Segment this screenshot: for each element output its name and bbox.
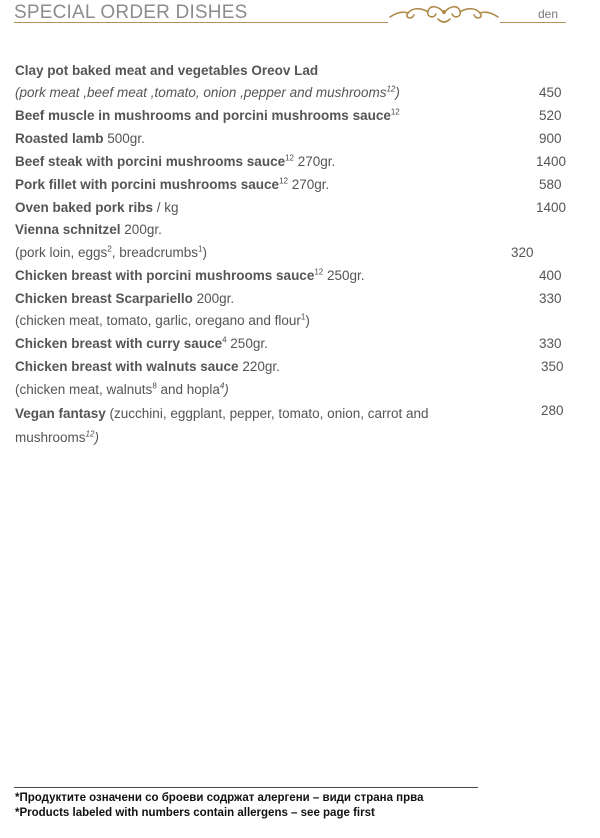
allergen-number: 12: [285, 153, 294, 163]
menu-item-vegan-fantasy: [15, 404, 575, 424]
menu-item-pork-fillet: [15, 175, 575, 195]
footer-divider: [14, 787, 478, 788]
menu-item-chicken-curry: [15, 334, 575, 354]
menu-item-pork-ribs: [15, 198, 575, 218]
allergen-number: 4: [222, 335, 227, 345]
allergen-number: 8: [152, 381, 157, 391]
menu-item-chicken-porcini: [15, 266, 575, 286]
dish-weight: 200gr.: [120, 222, 162, 237]
menu-item-vienna-schnitzel-desc: [15, 243, 575, 263]
dish-weight: 220gr.: [238, 359, 280, 374]
dish-price: 450: [539, 85, 562, 100]
menu-item-beef-steak: [15, 152, 575, 172]
dish-name: Vienna schnitzel: [15, 222, 121, 237]
allergen-number: 2: [107, 244, 112, 254]
allergen-note-macedonian: *Продуктите означени со броеви содржат алергени – види страна прва: [15, 792, 424, 804]
dish-name: Chicken breast with walnuts sauce: [15, 359, 239, 374]
allergen-number: 4: [219, 381, 225, 391]
dish-name: Chicken breast with porcini mushrooms sauce: [15, 268, 315, 283]
dish-weight: 500gr.: [103, 131, 145, 146]
dish-description: (pork loin, eggs: [15, 245, 108, 260]
allergen-number: 1: [300, 312, 306, 322]
dish-price: 1400: [536, 154, 567, 169]
dish-price: 330: [539, 336, 562, 351]
dish-price: 900: [539, 131, 562, 146]
dish-description-end: ): [305, 313, 310, 328]
dish-weight: 270gr.: [294, 154, 336, 169]
dish-description-end: ): [202, 245, 208, 260]
dish-price: 320: [511, 245, 534, 260]
dish-weight: 270gr.: [287, 177, 330, 192]
menu-item-vegan-fantasy-desc: [15, 428, 575, 448]
dish-description-mid: , breadcrumbs: [111, 245, 199, 260]
menu-item-roasted-lamb: [15, 129, 575, 149]
menu-item-vienna-schnitzel: [15, 220, 575, 240]
allergen-number: 12: [85, 429, 95, 439]
dish-price: 400: [539, 268, 562, 283]
allergen-number: 12: [279, 176, 288, 186]
dish-price: 520: [539, 108, 562, 123]
page-title: SPECIAL ORDER DISHES: [14, 2, 248, 23]
dish-price: 280: [541, 403, 564, 418]
gold-flourish-ornament-icon: [388, 1, 500, 25]
dish-name: Oven baked pork ribs: [15, 200, 154, 215]
dish-name: Chicken breast with curry sauce: [15, 336, 223, 351]
menu-item-clay-pot: [15, 61, 575, 81]
allergen-number: 12: [314, 267, 324, 277]
allergen-note-english: *Products labeled with numbers contain allergens – see page first: [15, 807, 375, 819]
allergen-number: 12: [390, 107, 400, 117]
allergen-number: 12: [386, 84, 396, 94]
dish-weight: / kg: [153, 200, 179, 215]
dish-name: Chicken breast Scarpariello: [15, 291, 193, 306]
menu-item-chicken-scarpariello: [15, 289, 575, 309]
dish-name: Vegan fantasy: [15, 406, 106, 421]
dish-name: Beef steak with porcini mushrooms sauce: [15, 154, 286, 169]
dish-description-end: ): [224, 382, 229, 397]
dish-price: 350: [541, 359, 564, 374]
menu-item-chicken-walnuts-desc: [15, 380, 575, 400]
dish-description: (chicken meat, tomato, garlic, oregano and flour: [15, 313, 301, 328]
dish-price: 580: [539, 177, 562, 192]
dish-weight: 250gr.: [226, 336, 268, 351]
dish-description-end: ): [395, 85, 400, 100]
menu-item-chicken-scarpariello-desc: [15, 311, 575, 331]
dish-weight: 200gr.: [192, 291, 235, 306]
dish-description-end: ): [94, 430, 99, 445]
menu-item-clay-pot-desc: [15, 83, 575, 103]
allergen-number: 1: [198, 244, 203, 254]
dish-name: Pork fillet with porcini mushrooms sauce: [15, 177, 280, 192]
dish-name: Roasted lamb: [15, 131, 104, 146]
dish-description: mushrooms: [15, 430, 86, 445]
dish-price: 330: [539, 291, 562, 306]
dish-price: 1400: [536, 200, 567, 215]
dish-name: Clay pot baked meat and vegetables Oreov Lad: [15, 63, 319, 78]
dish-name: Beef muscle in mushrooms and porcini mushrooms sauce: [15, 108, 391, 123]
dish-description: (chicken meat, walnuts: [15, 382, 153, 397]
menu-item-chicken-walnuts: [15, 357, 575, 377]
dish-description: (pork meat ,beef meat ,tomato, onion ,pepper and mushrooms: [15, 85, 387, 100]
dish-description: (zucchini, eggplant, pepper, tomato, onion, carrot and: [105, 406, 429, 421]
menu-item-beef-muscle: [15, 106, 575, 126]
dish-weight: 250gr.: [323, 268, 365, 283]
dish-description-mid: and hopla: [156, 382, 220, 397]
currency-label: den: [538, 7, 559, 21]
